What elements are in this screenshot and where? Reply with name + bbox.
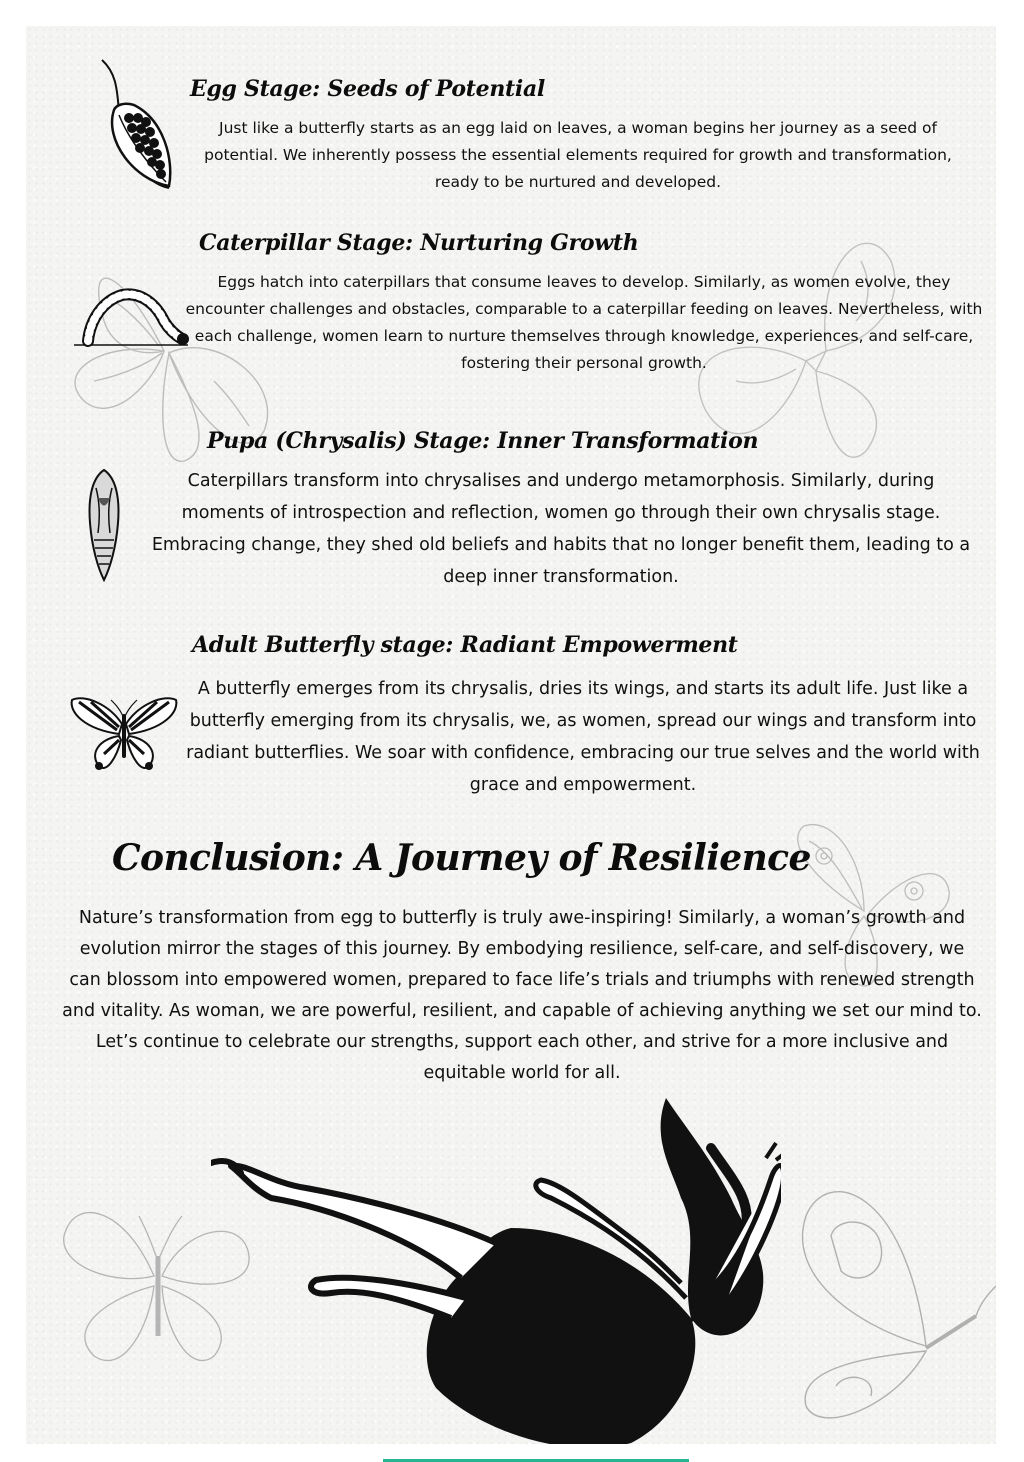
butterfly-stage-heading: Adult Butterfly stage: Radiant Empowerment — [192, 632, 738, 658]
pupa-stage-text: Caterpillars transform into chrysalises and undergo metamorphosis. Similarly, during moments of introspection and reflection, women go through their own chrysalis stage. Embracing change, they shed old beliefs and habits that no longer benefit them, leading to a deep inner transformation. — [151, 471, 971, 587]
egg-stage-heading: Egg Stage: Seeds of Potential — [190, 76, 545, 102]
butterfly-sketch-bottom-right — [776, 1176, 996, 1436]
egg-stage-text: Just like a butterfly starts as an egg laid on leaves, a woman begins her journey as a seed of potential. We inherently possess the essential elements required for growth and transformation, ready to be nurtured and developed. — [204, 119, 952, 191]
pupa-stage-heading: Pupa (Chrysalis) Stage: Inner Transformation — [207, 428, 759, 454]
caterpillar-icon — [72, 281, 190, 351]
caterpillar-stage-heading: Caterpillar Stage: Nurturing Growth — [199, 230, 639, 256]
falling-woman-illustration — [211, 1088, 781, 1444]
paper-background — [26, 26, 996, 1444]
chrysalis-icon — [84, 468, 124, 582]
butterfly-icon — [69, 694, 179, 776]
caterpillar-stage-text: Eggs hatch into caterpillars that consume leaves to develop. Similarly, as women evolve, they encounter challenges and obstacles, comparable to a caterpillar feeding on leaves. Nevertheless, with each challenge, women learn to nurture themselves through knowledge, experiences, and self-care, fostering their personal growth. — [185, 273, 983, 372]
conclusion-text: Nature’s transformation from egg to butterfly is truly awe-inspiring! Similarly, a woman’s growth and evolution mirror the stages of this journey. By embodying resilience, self-care, and self-discovery, we can blossom into empowered women, prepared to face life’s trials and triumphs with renewed strength and vitality. As woman, we are powerful, resilient, and capable of achieving anything we set our mind to. Let’s continue to celebrate our strengths, support each other, and strive for a more inclusive and equitable world for all. — [62, 908, 982, 1083]
leaf-eggs-icon — [94, 50, 178, 190]
conclusion-heading: Conclusion: A Journey of Resilience — [112, 837, 811, 879]
butterfly-stage-text: A butterfly emerges from its chrysalis, dries its wings, and starts its adult life. Just like a butterfly emerging from its chrysalis, we, as women, spread our wings and transform into radiant butterflies. We soar with confidence, embracing our true selves and the world with grace and empowerment. — [186, 679, 980, 795]
